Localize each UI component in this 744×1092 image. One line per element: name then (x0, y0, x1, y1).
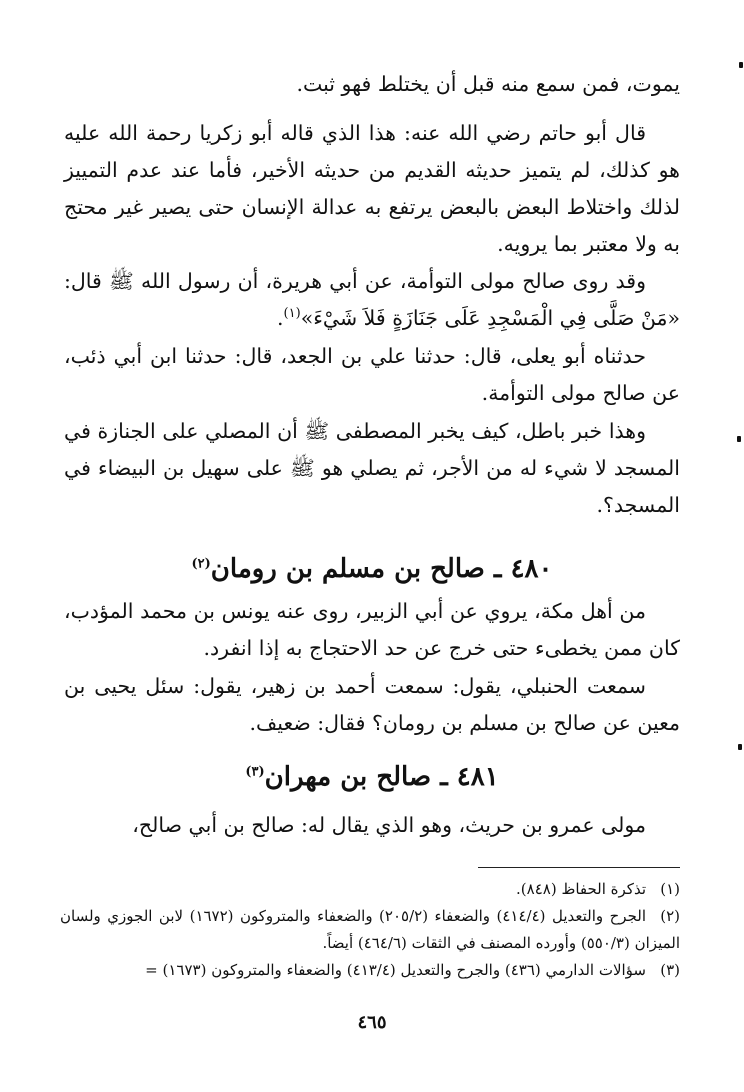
footnote-3-number: (٣) (660, 961, 680, 979)
page-number: ٤٦٥ (357, 1012, 387, 1033)
paragraph-hadith (64, 263, 680, 337)
paragraph-refutation: وهذا خبر باطل، كيف يخبر المصطفى ﷺ أن المصلي على الجنازة في المسجد لا شيء له من الأجر، ثم يصلي هو ﷺ على سهيل بن البيضاء في المسجد؟. (64, 419, 680, 517)
entry-481-title: ٤٨١ ـ صالح بن مهران (264, 762, 499, 792)
footnote-1 (60, 876, 680, 903)
entry-480-paragraph-2 (64, 668, 680, 742)
hadith-text: وقد روى صالح مولى التوأمة، عن أبي هريرة، أن رسول الله ﷺ قال: «مَنْ صَلَّى فِي الْمَسْجِدِ عَلَى جَنَازَةٍ فَلاَ شَيْءَ» (64, 269, 680, 330)
paragraph-abu-hatim: قال أبو حاتم رضي الله عنه: هذا الذي قاله أبو زكريا رحمة الله عليه هو كذلك، لم يتميز حديثه القديم من حديثه الأخير، فأما عند عدم التمييز لذلك واختلاط البعض بالبعض يرتفع به عدالة الإنسان حتى يصير غير محتج به ولا معتبر بما يرويه. (64, 121, 680, 256)
footnote-ref-3: (٣) (245, 764, 265, 780)
hadith-end: . (277, 306, 284, 330)
footnote-ref-2: (٢) (191, 556, 211, 572)
footnote-3-text: سؤالات الدارمي (٤٣٦) والجرح والتعديل (٤١٣/٤) والضعفاء والمتروكون (١٦٧٣) = (145, 961, 646, 979)
footnote-ref-1: (١) (283, 306, 301, 322)
body-paragraph-3 (64, 263, 680, 337)
entry-481-heading (64, 757, 680, 797)
entry-480-title: ٤٨٠ ـ صالح بن مسلم بن رومان (210, 554, 553, 584)
footnote-2 (60, 903, 680, 957)
body-paragraph-5 (64, 413, 680, 524)
entry-480-report: سمعت الحنبلي، يقول: سمعت أحمد بن زهير، يقول: سئل يحيى بن معين عن صالح بن مسلم بن رومان؟ فقال: ضعيف. (64, 674, 680, 735)
footnote-1-text: تذكرة الحفاظ (٨٤٨). (516, 880, 646, 898)
scan-edge-mark-bottom (738, 744, 742, 750)
entry-480-bio: من أهل مكة، يروي عن أبي الزبير، روى عنه يونس بن محمد المؤدب، كان ممن يخطىء حتى خرج عن حد الاحتجاج به إذا انفرد. (64, 599, 680, 660)
footnote-2-number: (٢) (660, 907, 681, 925)
footnote-2-text: الجرح والتعديل (٤١٤/٤) والضعفاء (٢٠٥/٢) والضعفاء والمتروكون (١٦٧٢) لابن الجوزي ولسان الميزان (٥٥٠/٣) وأورده المصنف في الثقات (٤٦٤/٦) أيضاً. (60, 907, 680, 952)
body-paragraph-2 (64, 115, 680, 263)
footnote-1-number: (١) (660, 880, 680, 898)
scan-edge-mark-top (739, 62, 743, 68)
scan-edge-mark-middle (737, 436, 741, 442)
body-paragraph-4 (64, 338, 680, 412)
entry-481-bio: مولى عمرو بن حريث، وهو الذي يقال له: صالح بن أبي صالح، (132, 813, 646, 837)
entry-480-heading (64, 549, 680, 589)
body-paragraph-1 (64, 66, 680, 103)
footnote-3 (60, 957, 680, 984)
footnote-separator (478, 867, 680, 868)
paragraph-isnad: حدثناه أبو يعلى، قال: حدثنا علي بن الجعد، قال: حدثنا ابن أبي ذئب، عن صالح مولى التوأمة. (64, 344, 680, 405)
footnotes (60, 876, 680, 984)
entry-481-paragraph-1 (64, 807, 680, 844)
paragraph-continuation: يموت، فمن سمع منه قبل أن يختلط فهو ثبت. (296, 72, 680, 96)
entry-480-paragraph-1 (64, 593, 680, 667)
